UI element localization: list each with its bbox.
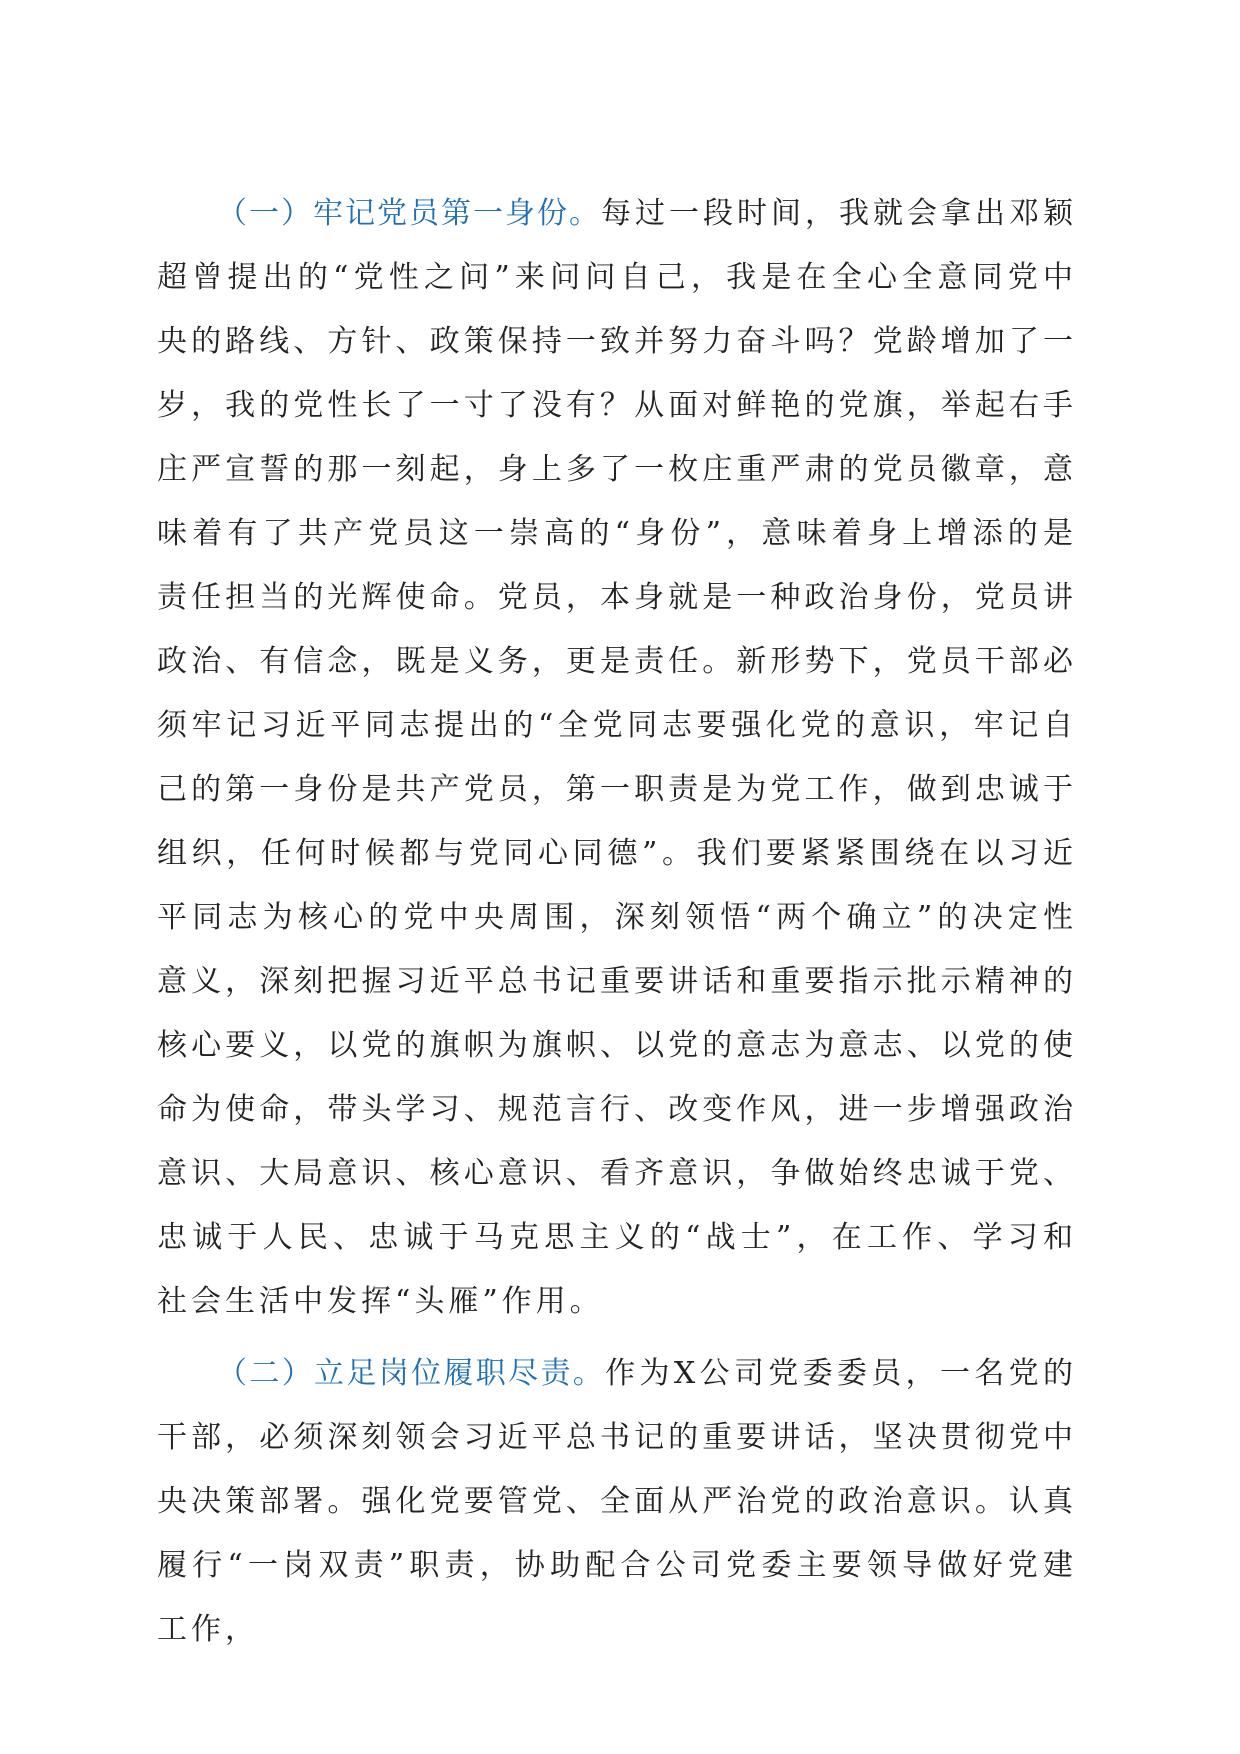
paragraph-2 [157, 1342, 1077, 1662]
paragraph-1 [157, 182, 1077, 1334]
section-heading-2: （二）立足岗位履职尽责。 [217, 1356, 606, 1391]
paragraph-1-text: 每过一段时间，我就会拿出邓颖超曾提出的“党性之问”来问问自己，我是在全心全意同党中央的路线、方针、政策保持一致并努力奋斗吗？党龄增加了一岁，我的党性长了一寸了没有？从面对鲜艳的党旗，举起右手庄严宣誓的那一刻起，身上多了一枚庄重严肃的党员徽章，意味着有了共产党员这一崇高的“身份”，意味着身上增添的是责任担当的光辉使命。党员，本身就是一种政治身份，党员讲政治、有信念，既是义务，更是责任。新形势下，党员干部必须牢记习近平同志提出的“全党同志要强化党的意识，牢记自己的第一身份是共产党员，第一职责是为党工作，做到忠诚于组织，任何时候都与党同心同德”。我们要紧紧围绕在以习近平同志为核心的党中央周围，深刻领悟“两个确立”的决定性意义，深刻把握习近平总书记重要讲话和重要指示批示精神的核心要义，以党的旗帜为旗帜、以党的意志为意志、以党的使命为使命，带头学习、规范言行、改变作风，进一步增强政治意识、大局意识、核心意识、看齐意识，争做始终忠诚于党、忠诚于人民、忠诚于马克思主义的“战士”，在工作、学习和社会生活中发挥“头雁”作用。 [157, 196, 1077, 1319]
section-heading-1: （一）牢记党员第一身份。 [217, 196, 601, 231]
document-body [157, 182, 1077, 1670]
paragraph-2-text: 作为X公司党委委员，一名党的干部，必须深刻领会习近平总书记的重要讲话，坚决贯彻党中央决策部署。强化党要管党、全面从严治党的政治意识。认真履行“一岗双责”职责，协助配合公司党委主要领导做好党建工作， [157, 1356, 1078, 1647]
